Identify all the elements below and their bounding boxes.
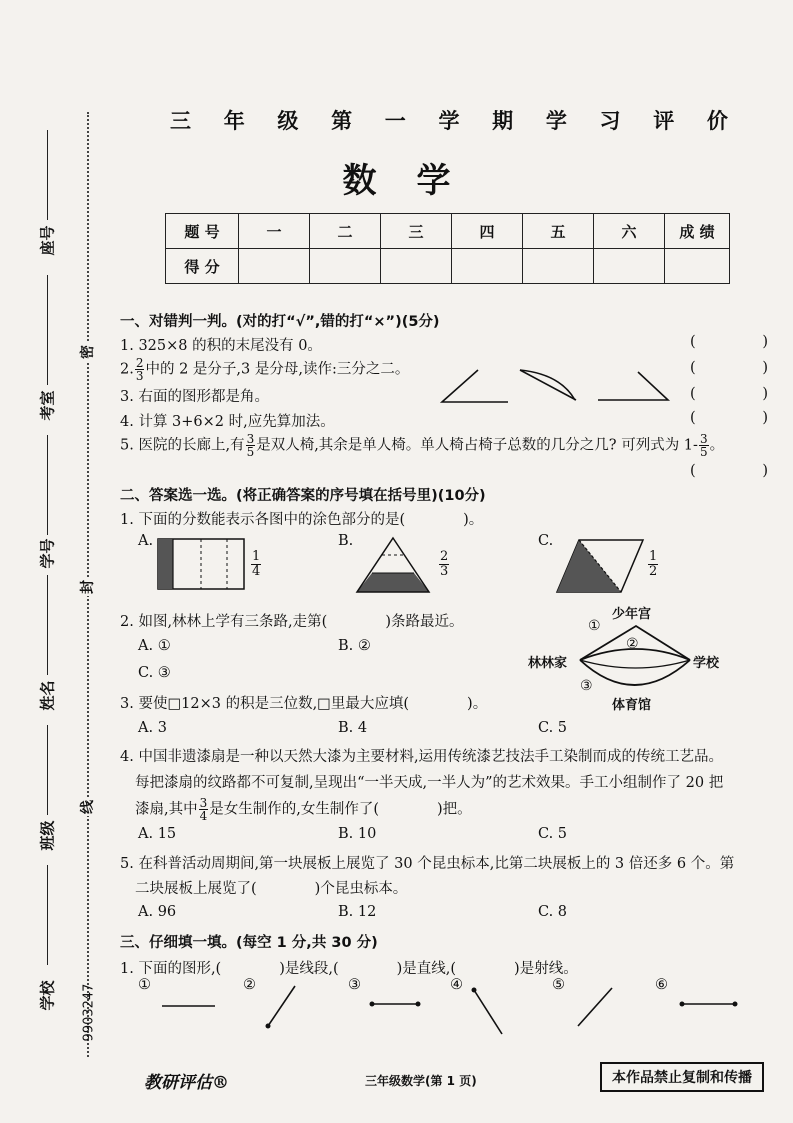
title-char: 习 [599,108,623,133]
q-text: 漆扇,其中 [135,801,198,818]
score-header-cell: 三 [381,214,452,249]
s2-q4-opt-a[interactable]: A. 15 [138,826,177,842]
name-label: 姓名 [38,680,57,711]
room-line [47,275,48,385]
q-number: 2. [120,361,134,378]
angle-figure-1 [442,370,508,402]
numerator: 3 [246,432,255,446]
s2-q2-opt-a[interactable]: A. ① [138,638,171,654]
denominator: 3 [440,564,449,579]
figure-6-endpoint-a [680,1002,685,1007]
figure-2-endpoint [266,1024,271,1029]
s2-q5-opt-a[interactable]: A. 96 [138,904,177,920]
numerator: 3 [699,432,708,446]
opt-c-fraction [647,550,659,579]
denominator: 3 [135,369,144,383]
paren-open: ( [690,463,696,479]
route-2-lower [580,660,690,668]
angle-figure-2-base [518,370,578,400]
fraction [699,433,709,458]
score-cell[interactable] [239,249,310,284]
s2-q5-line1: 5. 在科普活动周期间,第一块展板上展览了 30 个昆虫标本,比第二块展板上的 3 倍还多 6 个。第 [120,856,735,872]
student-no-line [47,435,48,535]
numerator: 2 [440,549,449,564]
s2-q4-opt-b[interactable]: B. 10 [338,826,377,842]
paren-open: ( [690,410,696,426]
title-char: 学 [438,108,462,133]
angle-figure-3 [598,372,668,400]
answer-paren-1[interactable] [690,334,768,350]
s2-q3-opt-b[interactable]: B. 4 [338,720,368,736]
angle-figure-2-base-line [520,370,576,400]
section2-title: 二、答案选一选。(将正确答案的序号填在括号里)(10分) [120,488,486,504]
title-char: 一 [384,108,408,133]
s2-q1-opt-a[interactable]: A. [138,533,154,549]
figure-2-ray [268,986,295,1026]
figure-5-line [578,988,612,1026]
s2-q3-opt-c[interactable]: C. 5 [538,720,568,736]
score-cell[interactable] [523,249,594,284]
score-header-cell: 题 号 [166,214,239,249]
rect-figure [157,538,247,590]
s1-q1: 1. 325×8 的积的末尾没有 0。 [120,338,322,354]
line-label-2: ② [243,977,256,993]
answer-paren-4[interactable] [690,410,768,426]
parallelogram-figure [555,538,645,594]
s1-q4: 4. 计算 3+6×2 时,应先算加法。 [120,414,335,430]
paren-close: ) [762,334,768,350]
q-text: 。 [709,437,725,454]
denominator: 4 [199,809,208,823]
answer-paren-3[interactable] [690,386,768,402]
title-char: 年 [223,108,247,133]
line-label-5: ⑤ [552,977,565,993]
paren-open: ( [690,360,696,376]
figure-3-endpoint-a [370,1002,375,1007]
score-header-cell: 一 [239,214,310,249]
publisher-logo: 教研评估® [144,1073,229,1093]
denominator: 5 [699,445,708,459]
s2-q4-line1: 4. 中国非遗漆扇是一种以天然大漆为主要材料,运用传统漆艺技法手工染制而成的传统工艺品。 [120,749,724,765]
s2-q5-opt-c[interactable]: C. 8 [538,904,568,920]
figure-6-endpoint-b [733,1002,738,1007]
score-header-cell: 成 绩 [665,214,730,249]
line-label-4: ④ [450,977,463,993]
route-map [578,620,696,696]
s2-q4-line3 [135,797,472,822]
paren-close: ) [762,463,768,479]
title-char: 第 [331,108,355,133]
triangle-figure [355,536,431,594]
section3-title: 三、仔细填一填。(每空 1 分,共 30 分) [120,935,378,951]
score-cell[interactable] [452,249,523,284]
title-char: 评 [653,108,677,133]
score-row-label: 得 分 [166,249,239,284]
fraction [199,797,209,822]
class-line [47,725,48,815]
answer-paren-2[interactable] [690,360,768,376]
s2-q5-line2: 二块展板上展览了( )个昆虫标本。 [135,881,408,897]
fraction [135,357,145,382]
title-char: 期 [492,108,516,133]
s2-q2: 2. 如图,林林上学有三条路,走第( )条路最近。 [120,614,464,630]
s2-q5-opt-b[interactable]: B. 12 [338,904,377,920]
section1-title: 一、对错判一判。(对的打“√”,错的打“×”)(5分) [120,314,440,330]
s1-q2 [120,357,409,382]
s2-q2-opt-c[interactable]: C. ③ [138,665,171,681]
line-label-6: ⑥ [655,977,668,993]
s2-q1-opt-c[interactable]: C. [538,533,554,549]
s1-q5 [120,433,724,458]
s2-q3-opt-a[interactable]: A. 3 [138,720,167,736]
q-text: 中的 2 是分子,3 是分母,读作:三分之二。 [145,361,410,378]
score-table [165,213,730,284]
seal-mark-xian: 线 [75,798,99,816]
numerator: 2 [135,356,144,370]
s2-q3: 3. 要使□12×3 的积是三位数,□里最大应填( )。 [120,696,488,712]
score-cell[interactable] [381,249,452,284]
map-home: 林林家 [528,656,568,671]
line-label-3: ③ [348,977,361,993]
q-text: 是女生制作的,女生制作了( )把。 [209,801,472,818]
figure-4-ray [474,990,502,1034]
map-gym: 体育馆 [612,698,652,713]
name-line [47,575,48,675]
line-figures [150,978,750,1038]
paren-close: ) [762,386,768,402]
score-header-cell: 二 [310,214,381,249]
s2-q1: 1. 下面的分数能表示各图中的涂色部分的是( )。 [120,512,484,528]
figure-3-endpoint-b [416,1002,421,1007]
paren-open: ( [690,334,696,350]
paren-open: ( [690,386,696,402]
map-route-3: ③ [580,678,593,694]
rect-shaded-part [158,539,173,589]
opt-a-fraction [250,550,262,579]
answer-paren-5[interactable] [690,463,768,479]
q-text: 5. 医院的长廊上,有 [120,437,245,454]
title-char: 级 [277,108,301,133]
score-cell[interactable] [594,249,665,284]
subject-title: 数学 [342,161,491,201]
s3-q1: 1. 下面的图形,( )是线段,( )是直线,( )是射线。 [120,961,578,977]
figure-4-endpoint [472,988,477,993]
school-label: 学校 [38,980,57,1011]
seat-label: 座号 [38,225,57,256]
title-char: 学 [545,108,569,133]
s2-q4-line2: 每把漆扇的纹路都不可复制,呈现出“一半天成,一半人为”的艺术效果。手工小组制作了 20 把 [135,775,724,791]
s2-q2-opt-b[interactable]: B. ② [338,638,371,654]
s1-q3: 3. 右面的图形都是角。 [120,389,269,405]
denominator: 2 [649,564,658,579]
class-label: 班级 [38,820,57,851]
title-char: 价 [706,108,730,133]
seal-mark-mi: 密 [75,343,99,361]
score-cell[interactable] [310,249,381,284]
paper-code: 9903247 [81,983,97,1042]
paren-close: ) [762,360,768,376]
denominator: 4 [252,564,261,579]
page-footer: 三年级数学(第 1 页) [365,1074,477,1088]
paren-close: ) [762,410,768,426]
numerator: 1 [252,549,261,564]
map-school: 学校 [693,656,720,671]
opt-b-fraction [438,550,450,579]
map-route-1: ① [588,618,601,634]
seal-mark-feng: 封 [75,578,99,596]
fraction [246,433,256,458]
exam-room-label: 考室 [38,390,57,421]
numerator: 3 [199,796,208,810]
score-header-cell: 六 [594,214,665,249]
s2-q4-opt-c[interactable]: C. 5 [538,826,568,842]
map-route-2: ② [626,636,639,652]
q-text: 是双人椅,其余是单人椅。单人椅占椅子总数的几分之几? 可列式为 1- [256,437,698,454]
score-header-cell: 五 [523,214,594,249]
copyright-notice: 本作品禁止复制和传播 [600,1062,764,1092]
score-header-cell: 四 [452,214,523,249]
map-youth-palace: 少年宫 [612,607,652,622]
title-char: 三 [170,108,193,133]
student-no-label: 学号 [38,538,57,569]
numerator: 1 [649,549,658,564]
s2-q1-opt-b[interactable]: B. [338,533,354,549]
line-label-1: ① [138,977,151,993]
score-cell[interactable] [665,249,730,284]
denominator: 5 [246,445,255,459]
exam-title [170,105,730,135]
school-line [47,865,48,965]
